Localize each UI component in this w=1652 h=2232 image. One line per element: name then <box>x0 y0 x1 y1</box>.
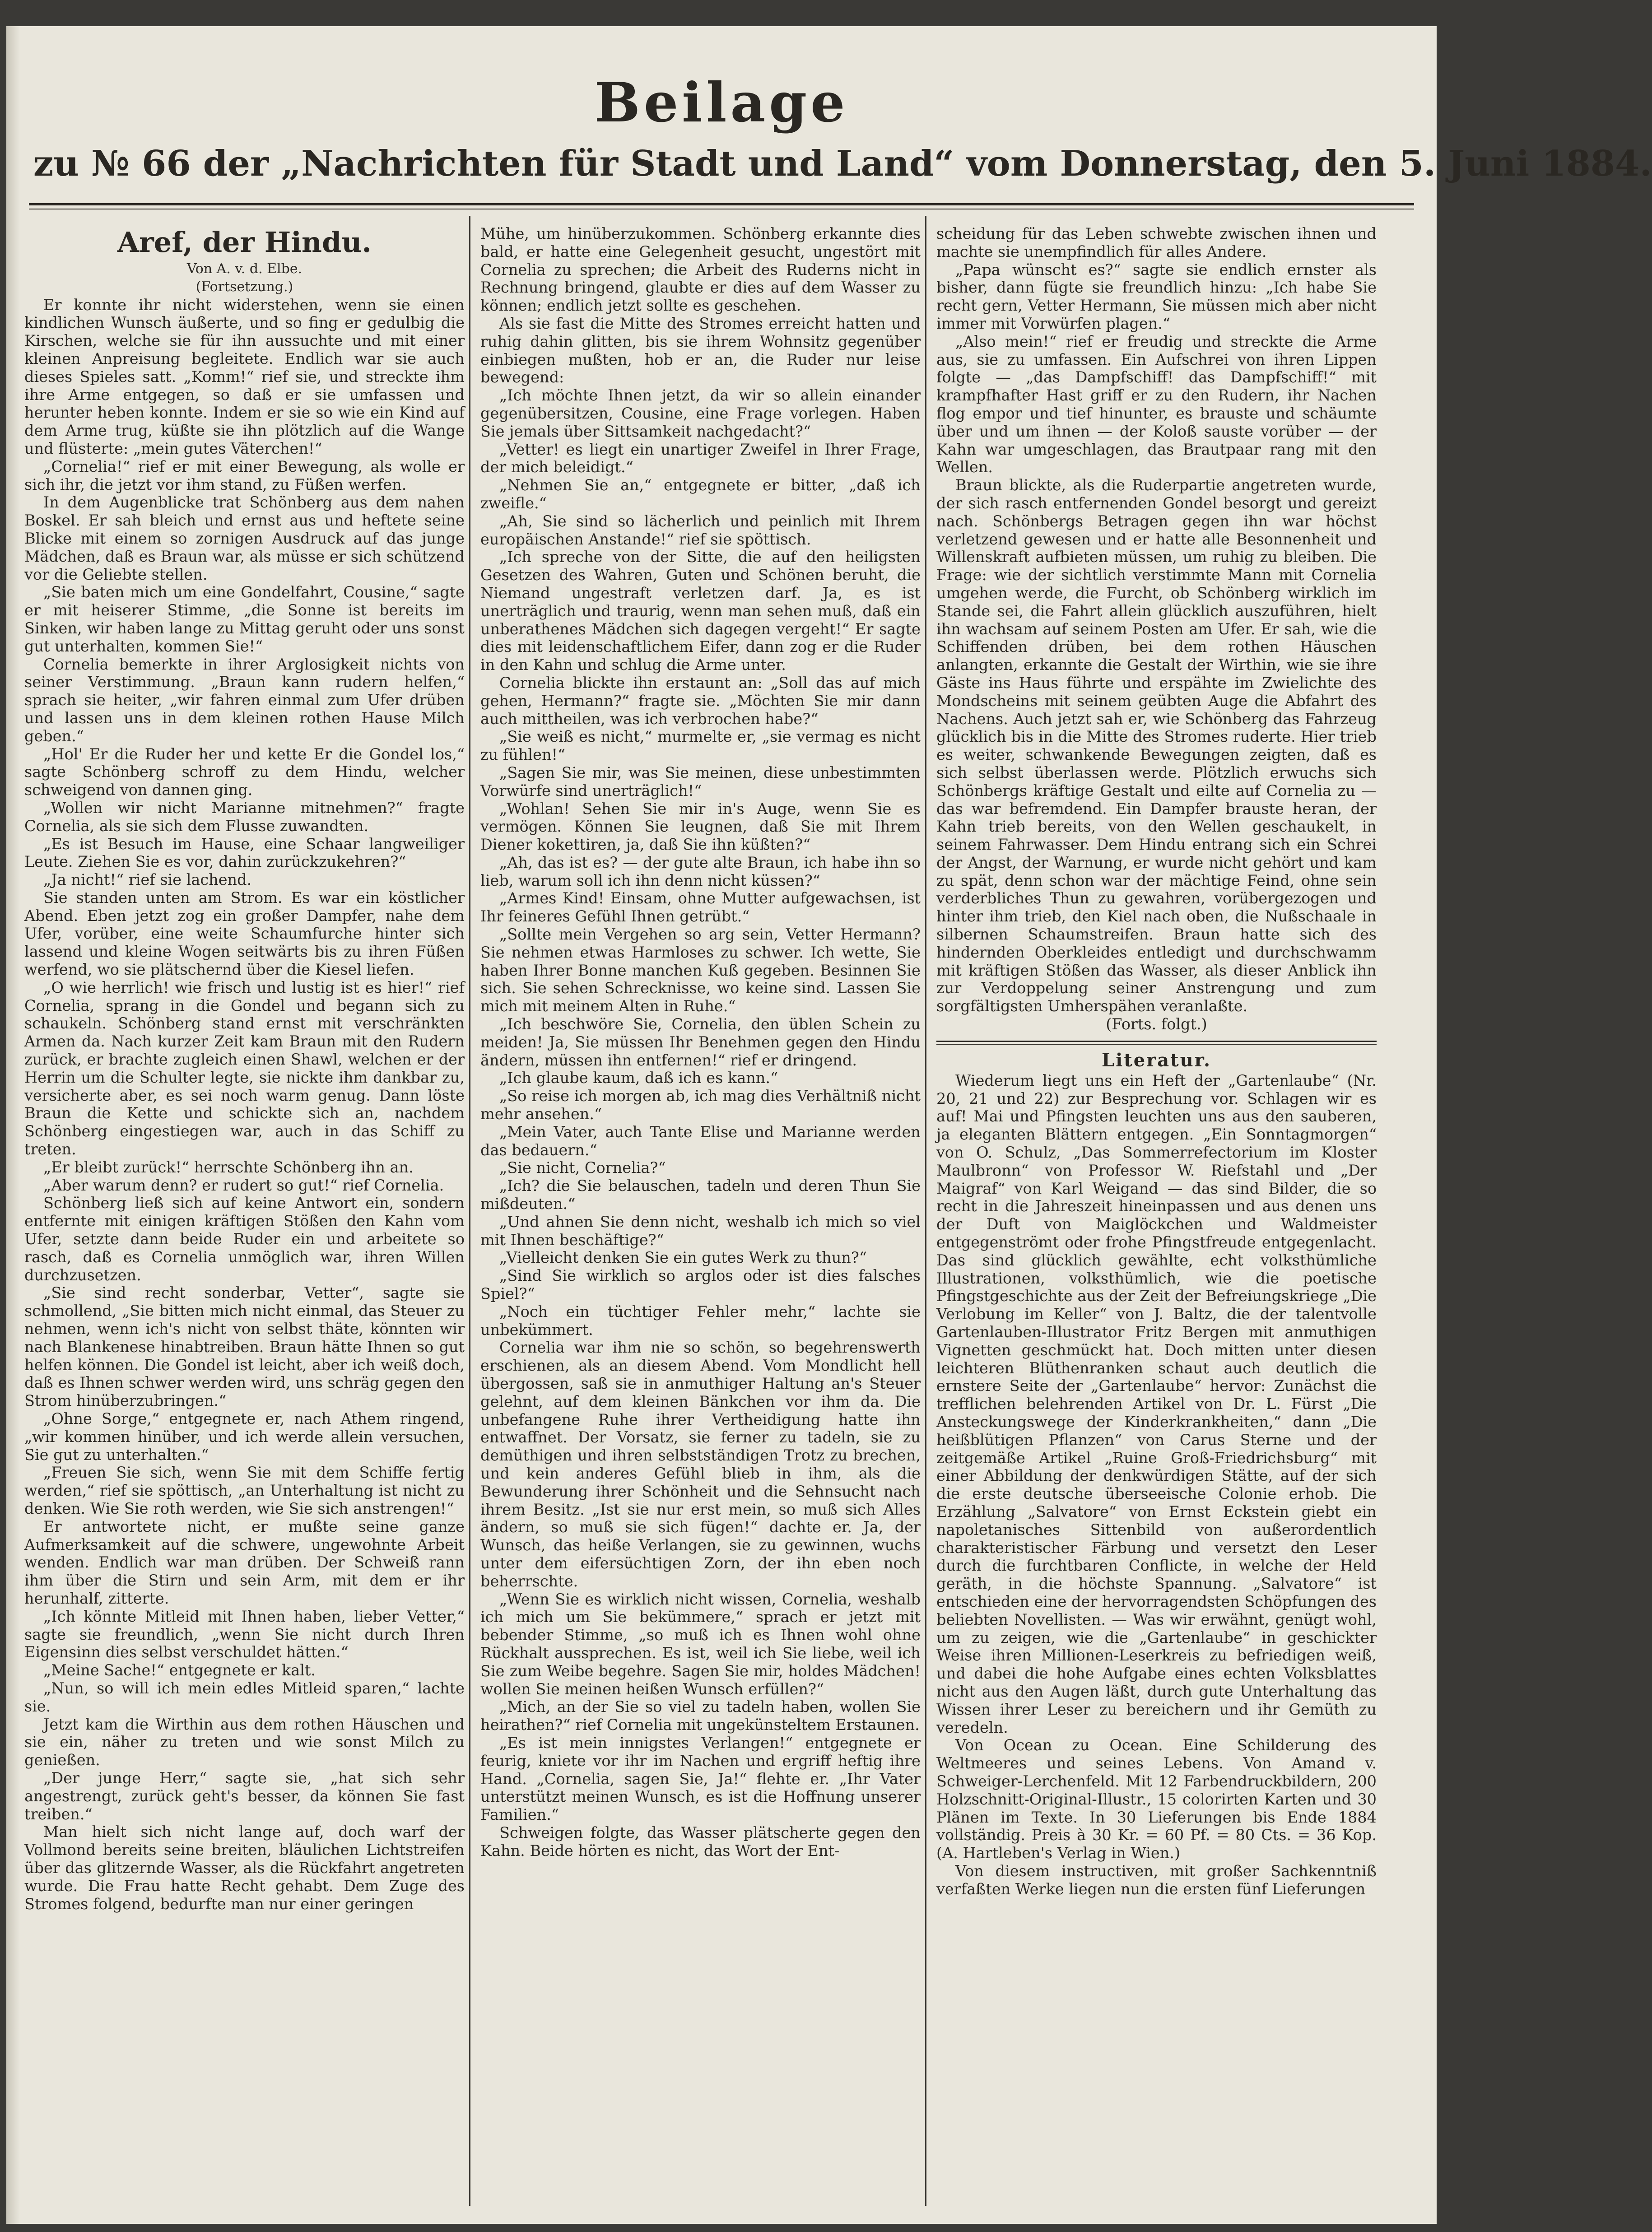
paragraph: „Armes Kind! Einsam, ohne Mutter aufgewachsen, ist Ihr feineres Gefühl Ihnen getrübt.“ <box>480 889 921 925</box>
paragraph: Cornelia war ihm nie so schön, so begehrenswerth erschienen, als an diesem Abend. Vom Mondlicht hell übergossen, saß sie in anmuthiger Haltung an's Steuer gelehnt, auf dem kleinen Bänkchen vor ihm da. Die unbefangene Ruhe ihrer Vertheidigung hatte ihn entwaffnet. Der Vorsatz, sie ferner zu tadeln, sie zu demüthigen und ihren selbstständigen Trotz zu brechen, und kein anderes Gefühl blieb in ihm, als die Bewunderung ihrer Schönheit und die Sehnsucht nach ihrem Besitz. „Ist sie nur erst mein, so muß sich Alles ändern, so muß sie sich fügen!“ dachte er. Ja, der Wunsch, das heiße Verlangen, sie zu gewinnen, wuchs unter dem eifersüchtigen Zorn, der ihn eben noch beherrschte. <box>480 1339 921 1590</box>
paragraph: „Ohne Sorge,“ entgegnete er, nach Athem ringend, „wir kommen hinüber, und ich werde allein versuchen, Sie gut zu unterhalten.“ <box>24 1410 465 1464</box>
column-divider-1 <box>469 216 470 2206</box>
paragraph: „Vielleicht denken Sie ein gutes Werk zu thun?“ <box>499 1249 867 1267</box>
paragraph: Braun blickte, als die Ruderpartie angetreten wurde, der sich rasch entfernenden Gondel besorgt und gereizt nach. Schönbergs Betragen gegen ihn war höchst verletzend gewesen und er hatte alle Besonnenheit und Willenskraft aufbieten müssen, um ruhig zu bleiben. Die Frage: wie der sichtlich verstimmte Mann mit Cornelia umgehen werde, die Furcht, ob Schönberg wirklich im Stande sei, die Fahrt allein glücklich auszuführen, hielt ihn wachsam auf seinem Posten am Ufer. Er sah, wie die Schiffenden drüben, bei dem rothen Häuschen anlangten, erkannte die Gestalt der Wirthin, wie sie ihre Gäste ins Haus führte und erspähte im Zwielichte des Mondscheins mit seinem geübten Auge die Abfahrt des Nachens. Auch jetzt sah er, wie Schönberg das Fahrzeug glücklich bis in die Mitte des Stromes ruderte. Hier trieb es weiter, schwankende Bewegungen zeigten, daß es sich selbst überlassen werde. Plötzlich erwuchs sich Schönbergs kräftige Gestalt und eilte auf Cornelia zu — das war befremdend. Ein Dampfer brauste heran, der Kahn trieb bereits, von den Wellen geschaukelt, in seinem Fahrwasser. Dem Hindu entrang sich ein Schrei der Angst, der Warnung, er wurde nicht gehört und kam zu spät, denn schon war der mächtige Feind, ohne sein verderbliches Thun zu gewahren, vorübergezogen und hinter ihm trieb, den Kiel nach oben, die Nußschaale in silbernen Schaumstreifen. Braun hatte sich des hindernden Oberkleides entledigt und durchschwamm mit kräftigen Stößen das Wasser, als dieser Anblick ihn zur Verdoppelung seiner Anstrengung und zum sorgfältigsten Umherspähen veranlaßte. <box>936 476 1377 1015</box>
paragraph: „O wie herrlich! wie frisch und lustig ist es hier!“ rief Cornelia, sprang in die Gondel und begann sich zu schaukeln. Schönberg stand ernst mit verschränkten Armen da. Nach kurzer Zeit kam Braun mit den Rudern zurück, er brachte zugleich einen Shawl, welchen er der Herrin um die Schulter legte, sie nickte ihm dankbar zu, versicherte aber, es sei noch warm genug. Dann löste Braun die Kette und schickte sich an, nachdem Schönberg eingestiegen war, auch in das Schiff zu treten. <box>24 978 465 1158</box>
paragraph: „Mich, an der Sie so viel zu tadeln haben, wollen Sie heirathen?“ rief Cornelia mit ungekünsteltem Erstaunen. <box>480 1698 921 1734</box>
paragraph: „Noch ein tüchtiger Fehler mehr,“ lachte sie unbekümmert. <box>480 1302 921 1339</box>
section-rule <box>936 1041 1377 1042</box>
paragraph: Er konnte ihr nicht widerstehen, wenn sie einen kindlichen Wunsch äußerte, und so fing er gedulbig die Kirschen, welche sie für ihn aussuchte und mit einer kleinen Anpreisung begleitete. Endlich war sie auch dieses Spieles satt. „Komm!“ rief sie, und streckte ihm ihre Arme entgegen, so daß er sie umfassen und herunter heben konnte. Indem er sie so wie ein Kind auf dem Arme trug, küßte sie ihn plötzlich auf die Wange und flüsterte: „mein gutes Väterchen!“ <box>24 296 465 457</box>
paragraph: „Der junge Herr,“ sagte sie, „hat sich sehr angestrengt, zurück geht's besser, da können Sie fast treiben.“ <box>24 1769 465 1823</box>
paragraph: „Wollen wir nicht Marianne mitnehmen?“ fragte Cornelia, als sie sich dem Flusse zuwandten. <box>24 799 465 835</box>
literature-heading: Literatur. <box>1101 1049 1212 1071</box>
column-divider-2 <box>925 216 926 2206</box>
paragraph: „Sagen Sie mir, was Sie meinen, diese unbestimmten Vorwürfe sind unerträglich!“ <box>480 763 921 800</box>
paragraph: scheidung für das Leben schwebte zwischen ihnen und machte sie unempfindlich für alles Andere. <box>936 225 1377 260</box>
header-rule <box>29 203 1414 205</box>
paragraph: Jetzt kam die Wirthin aus dem rothen Häuschen und sie ein, näher zu treten und wie sonst Milch zu genießen. <box>24 1715 465 1769</box>
paragraph: „Ich beschwöre Sie, Cornelia, den üblen Schein zu meiden! Ja, Sie müssen Ihr Benehmen gegen den Hindu ändern, müssen ihn entfernen!“ rief er dringend. <box>480 1015 921 1069</box>
paragraph: „Nehmen Sie an,“ entgegnete er bitter, „daß ich zweifle.“ <box>480 476 921 512</box>
section-rule-thin <box>936 1044 1377 1045</box>
paragraph: „Ich? die Sie belauschen, tadeln und deren Thun Sie mißdeuten.“ <box>480 1177 921 1213</box>
paragraph: In dem Augenblicke trat Schönberg aus dem nahen Boskel. Er sah bleich und ernst aus und heftete seine Blicke mit einem so zornigen Ausdruck auf das junge Mädchen, daß es Braun war, als müsse er sich schützend vor die Geliebte stellen. <box>24 493 465 583</box>
paragraph: „Und ahnen Sie denn nicht, weshalb ich mich so viel mit Ihnen beschäftige?“ <box>480 1213 921 1249</box>
paragraph: Schönberg ließ sich auf keine Antwort ein, sondern entfernte mit einigen kräftigen Stößen den Kahn vom Ufer, setzte dann beide Ruder ein und arbeitete so rasch, daß es Cornelia unmöglich war, ihren Willen durchzusetzen. <box>24 1194 465 1284</box>
paragraph: „Ich spreche von der Sitte, die auf den heiligsten Gesetzen des Wahren, Guten und Schönen beruht, die Niemand ungestraft verletzen darf. Ja, es ist unerträglich und traurig, wenn man sehen muß, daß ein unberathenes Mädchen sich dagegen vergeht!“ Er sagte dies mit leidenschaftlichem Eifer, dann zog er die Ruder in den Kahn und schlug die Arme unter. <box>480 548 921 674</box>
paragraph: „Ich möchte Ihnen jetzt, da wir so allein einander gegenübersitzen, Cousine, eine Frage vorlegen. Haben Sie jemals über Sittsamkeit nachgedacht?“ <box>480 386 921 440</box>
newspaper-page <box>6 26 1652 2224</box>
paragraph: „Nun, so will ich mein edles Mitleid sparen,“ lachte sie. <box>24 1679 465 1715</box>
paragraph: Cornelia blickte ihn erstaunt an: „Soll das auf mich gehen, Hermann?“ fragte sie. „Möchten Sie mir dann auch mittheilen, was ich verbrochen habe?“ <box>480 674 921 728</box>
paragraph: „Es ist Besuch im Hause, eine Schaar langweiliger Leute. Ziehen Sie es vor, dahin zurückzukehren?“ <box>24 835 465 871</box>
paragraph: „Er bleibt zurück!“ herrschte Schönberg ihn an. <box>43 1158 414 1176</box>
paragraph: Sie standen unten am Strom. Es war ein köstlicher Abend. Eben jetzt zog ein großer Dampfer, nahe dem Ufer, vorüber, eine weite Schaumfurche hinter sich lassend und kleine Wogen seitwärts bis zu ihren Füßen werfend, wo sie plätschernd über die Kiesel liefen. <box>24 888 465 979</box>
paragraph: „Wenn Sie es wirklich nicht wissen, Cornelia, weshalb ich mich um Sie bekümmere,“ sprach er jetzt mit bebender Stimme, „so muß ich es Ihnen wohl ohne Rückhalt aussprechen. Es ist, weil ich Sie liebe, weil ich Sie zum Weibe begehre. Sagen Sie mir, holdes Mädchen! wollen Sie meinen heißen Wunsch erfüllen?“ <box>480 1590 921 1698</box>
review-paragraph: Von diesem instructiven, mit großer Sachkenntniß verfaßten Werke liegen nun die ersten fünf Lieferungen <box>936 1862 1377 1898</box>
paragraph: „Also mein!“ rief er freudig und streckte die Arme aus, sie zu umfassen. Ein Aufschrei von ihren Lippen folgte — „das Dampfschiff! das Dampfschiff!“ mit krampfhafter Hast griff er zu den Rudern, ihr Nachen flog empor und tief hinunter, es brauste und schäumte über und um ihnen — der Koloß sauste vorüber — der Kahn war umgeschlagen, das Brautpaar rang mit den Wellen. <box>936 332 1377 476</box>
page-fold-shadow <box>6 26 20 2224</box>
paragraph: Mühe, um hinüberzukommen. Schönberg erkannte dies bald, er hatte eine Gelegenheit gesucht, ungestört mit Cornelia zu sprechen; die Arbeit des Ruderns nicht in Rechnung bringend, glaubte er dies auf dem Wasser zu können; endlich jetzt sollte es geschehen. <box>480 225 921 315</box>
review-paragraph: Wiederum liegt uns ein Heft der „Gartenlaube“ (Nr. 20, 21 und 22) zur Besprechung vor. Schlagen wir es auf! Mai und Pfingsten leuchten uns aus den sauberen, ja eleganten Blättern entgegen. „Ein Sonntagmorgen“ von O. Schulz, „Das Sommerrefectorium im Kloster Maulbronn“ von Professor W. Riefstahl und „Der Maigraf“ von Karl Weigand — das sind Bilder, die so recht in die Jahreszeit hineinpassen und aus denen uns der Duft von Maiglöckchen und Waldmeister entgegenströmt oder frohe Pfingstfreude entgegenlacht. Das sind glücklich gewählte, echt volksthümliche Illustrationen, volksthümlich, wie die poetische Pfingstgeschichte aus der Zeit der Befreiungskriege „Die Verlobung im Keller“ von J. Baltz, die der talentvolle Gartenlauben-Illustrator Fritz Bergen mit anmuthigen Vignetten geschmückt hat. Doch mitten unter diesen leichteren Blüthenranken schaut auch deutlich die ernstere Seite der „Gartenlaube“ hervor: Zunächst die trefflichen belehrenden Artikel von Dr. L. Fürst „Die Ansteckungswege der Kinderkrankheiten,“ dann „Die heißblütigen Pflanzen“ von Carus Sterne und der zeitgemäße Artikel „Ruine Groß-Friedrichsburg“ mit einer Abbildung der denkwürdigen Stätte, auf der sich die erste deutsche überseeische Colonie erhob. Die Erzählung „Salvatore“ von Ernst Eckstein giebt ein napoletanisches Sittenbild von außerordentlich charakteristischer Färbung und versetzt den Leser durch die furchtbaren Conflicte, in welche der Held geräth, in die höchste Spannung. „Salvatore“ ist entschieden eine der hervorragendsten Schöpfungen des beliebten Novellisten. — Was wir erwähnt, genügt wohl, um zu zeigen, wie die „Gartenlaube“ in geschickter Weise ihren Millionen-Leserkreis zu befriedigen weiß, und dabei die hohe Aufgabe eines echten Volksblattes nicht aus den Augen läßt, durch gute Unterhaltung das Wissen ihrer Leser zu bereichern und ihr Gemüth zu veredeln. <box>936 1071 1377 1736</box>
review-paragraph: Von Ocean zu Ocean. Eine Schilderung des Weltmeeres und seines Lebens. Von Amand v. Schweiger-Lerchenfeld. Mit 12 Farbendruckbildern, 200 Holzschnitt-Original-Illustr., 15 colorirten Karten und 30 Plänen im Texte. In 30 Lieferungen bis Ende 1884 vollständig. Preis à 30 Kr. = 60 Pf. = 80 Cts. = 36 Kop. (A. Hartleben's Verlag in Wien.) <box>936 1736 1377 1862</box>
paragraph: „Ah, Sie sind so lächerlich und peinlich mit Ihrem europäischen Anstande!“ rief sie spöttisch. <box>480 512 921 548</box>
story-continued <box>936 225 1377 1015</box>
paragraph: „Es ist mein innigstes Verlangen!“ entgegnete er feurig, kniete vor ihr im Nachen und ergriff heftig ihre Hand. „Cornelia, sagen Sie, Ja!“ flehte er. „Ihr Vater unterstützt meinen Wunsch, es ist die Hoffnung unserer Familien.“ <box>480 1734 921 1824</box>
paragraph: „Ja nicht!“ rief sie lachend. <box>43 871 252 889</box>
paragraph: „Freuen Sie sich, wenn Sie mit dem Schiffe fertig werden,“ rief sie spöttisch, „an Unterhaltung ist nicht zu denken. Wie Sie roth werden, wie Sie sich anstrengen!“ <box>24 1464 465 1517</box>
story-title: Aref, der Hindu. <box>117 226 372 259</box>
column-1 <box>24 225 465 2204</box>
paragraph: „So reise ich morgen ab, ich mag dies Verhältniß nicht mehr ansehen.“ <box>480 1087 921 1123</box>
paragraph: Er antwortete nicht, er mußte seine ganze Aufmerksamkeit auf die schwere, ungewohnte Arbeit wenden. Endlich war man drüben. Der Schweiß rann ihm über die Stirn und sein Arm, mit dem er ihr herunhalf, zitterte. <box>24 1517 465 1607</box>
issue-line: zu № 66 der „Nachrichten für Stadt und Land“ vom Donnerstag, den 5. Juni 1884. <box>33 143 1652 184</box>
paragraph: „Sind Sie wirklich so arglos oder ist dies falsches Spiel?“ <box>480 1267 921 1303</box>
paragraph: „Ah, das ist es? — der gute alte Braun, ich habe ihn so lieb, warum soll ich ihn denn nicht küssen?“ <box>480 853 921 889</box>
paragraph: „Mein Vater, auch Tante Elise und Marianne werden das bedauern.“ <box>480 1123 921 1159</box>
paragraph: „Sollte mein Vergehen so arg sein, Vetter Hermann? Sie nehmen etwas Harmloses zu schwer. Ich wette, Sie haben Ihrer Bonne manchen Kuß gegeben. Besinnen Sie sich. Sie sehen Schrecknisse, wo keine sind. Lassen Sie mich mit meinem Alten in Ruhe.“ <box>480 925 921 1015</box>
paragraph: Schweigen folgte, das Wasser plätscherte gegen den Kahn. Beide hörten es nicht, das Wort der Ent- <box>480 1823 921 1860</box>
paragraph: „Wohlan! Sehen Sie mir in's Auge, wenn Sie es vermögen. Können Sie leugnen, daß Sie mit Ihrem Diener kokettiren, ja, daß Sie ihn küßten?“ <box>480 800 921 854</box>
column-3 <box>936 225 1377 2204</box>
story-byline: Von A. v. d. Elbe. <box>186 261 302 277</box>
paragraph: „Vetter! es liegt ein unartiger Zweifel in Ihrer Frage, der mich beleidigt.“ <box>480 440 921 476</box>
paragraph: „Aber warum denn? er rudert so gut!“ rief Cornelia. <box>43 1176 444 1194</box>
paragraph: Als sie fast die Mitte des Stromes erreicht hatten und ruhig dahin glitten, bis sie ihrem Wohnsitz gegenüber einbiegen mußten, hob er an, die Ruder nur leise bewegend: <box>480 314 921 386</box>
paragraph: „Sie nicht, Cornelia?“ <box>499 1159 666 1177</box>
paragraph: „Sie sind recht sonderbar, Vetter“, sagte sie schmollend, „Sie bitten mich nicht einmal, das Steuer zu nehmen, wenn ich's nicht von selbst thäte, könnten wir nach Blankenese hinabtreiben. Braun hätte Ihnen so gut helfen können. Die Gondel ist leicht, aber ich weiß doch, daß es Ihnen schwer werden wird, uns schräg gegen den Strom hinüberzubringen.“ <box>24 1284 465 1410</box>
story-continuation: (Fortsetzung.) <box>195 279 293 295</box>
supplement-title: Beilage <box>594 71 849 135</box>
paragraph: „Papa wünscht es?“ sagte sie endlich ernster als bisher, dann fügte sie freundlich hinzu: „Ich habe Sie recht gern, Vetter Hermann, Sie müssen mich aber nicht immer mit Vorwürfen plagen.“ <box>936 260 1377 332</box>
paragraph: Cornelia bemerkte in ihrer Arglosigkeit nichts von seiner Verstimmung. „Braun kann rudern helfen,“ sprach sie heiter, „wir fahren einmal zum Ufer drüben und lassen uns in dem kleinen rothen Hause Milch geben.“ <box>24 655 465 745</box>
paragraph: „Ich glaube kaum, daß ich es kann.“ <box>499 1069 778 1087</box>
paragraph: „Meine Sache!“ entgegnete er kalt. <box>43 1661 316 1679</box>
paragraph: „Hol' Er die Ruder her und kette Er die Gondel los,“ sagte Schönberg schroff zu dem Hindu, welcher schweigend von dannen ging. <box>24 745 465 799</box>
paragraph: „Sie baten mich um eine Gondelfahrt, Cousine,“ sagte er mit heiserer Stimme, „die Sonne ist bereits im Sinken, wir haben lange zu Mittag geruht oder uns sonst gut unterhalten, kommen Sie!“ <box>24 583 465 655</box>
paragraph: „Sie weiß es nicht,“ murmelte er, „sie vermag es nicht zu fühlen!“ <box>480 728 921 764</box>
paragraph: „Ich könnte Mitleid mit Ihnen haben, lieber Vetter,“ sagte sie freundlich, „wenn Sie nicht durch Ihren Eigensinn dies selbst verschuldet hätten.“ <box>24 1607 465 1661</box>
column-2 <box>480 225 921 2204</box>
literature-section <box>936 1072 1377 1898</box>
continued-note: (Forts. folgt.) <box>1106 1015 1207 1033</box>
paragraph: „Cornelia!“ rief er mit einer Bewegung, als wolle er sich ihr, die jetzt vor ihm stand, zu Füßen werfen. <box>24 457 465 493</box>
paragraph: Man hielt sich nicht lange auf, doch warf der Vollmond bereits seine breiten, bläulichen Lichtstreifen über das glitzernde Wasser, als die Rückfahrt angetreten wurde. Die Frau hatte Recht gehabt. Dem Zuge des Stromes folgend, bedurfte man nur einer geringen <box>24 1823 465 1913</box>
